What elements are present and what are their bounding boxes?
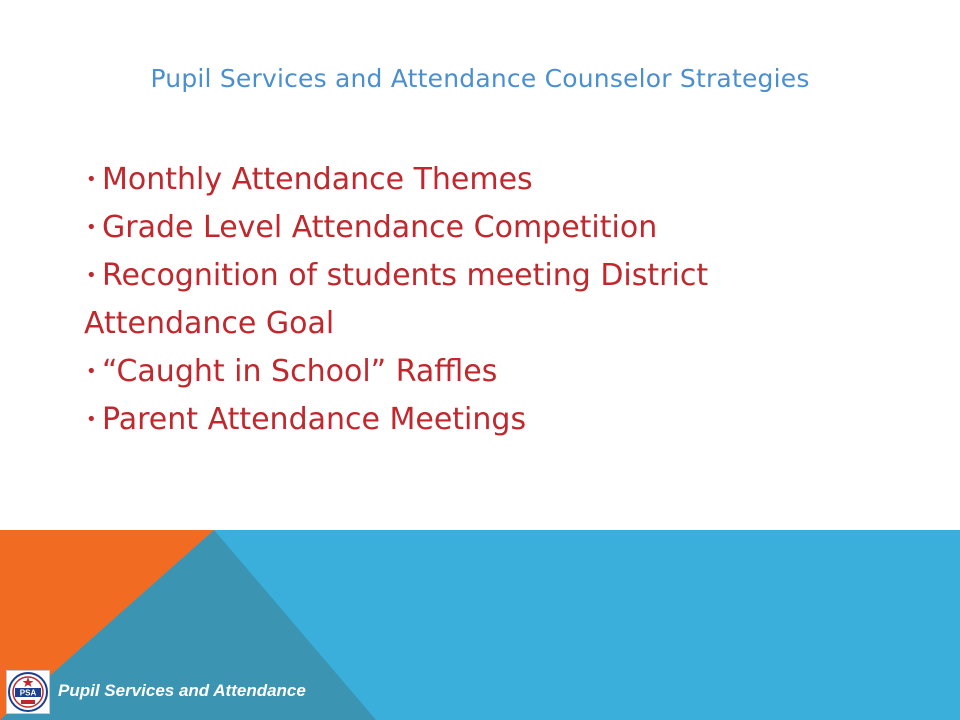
logo-text: PSA	[19, 688, 37, 698]
strategy-text: “Caught in School” Raffles	[102, 354, 498, 389]
footer-label: Pupil Services and Attendance	[58, 681, 306, 700]
psa-seal-icon	[7, 671, 49, 713]
slide-title: Pupil Services and Attendance Counselor Strategies	[150, 64, 810, 93]
bullet-icon: •	[86, 361, 97, 382]
strategy-item	[84, 396, 904, 444]
bullet-icon: •	[86, 169, 97, 190]
strategy-item	[84, 348, 904, 396]
strategy-text: Monthly Attendance Themes	[102, 162, 533, 197]
bullet-icon: •	[86, 217, 97, 238]
bullet-icon: •	[86, 265, 97, 286]
strategy-item	[84, 252, 904, 348]
strategy-item	[84, 204, 904, 252]
strategy-text-continuation: Attendance Goal	[84, 306, 335, 341]
strategy-text: Parent Attendance Meetings	[102, 402, 527, 437]
strategy-item	[84, 156, 904, 204]
psa-logo	[6, 670, 50, 714]
bullet-icon: •	[86, 409, 97, 430]
strategy-text: Recognition of students meeting District	[102, 258, 709, 293]
strategy-text: Grade Level Attendance Competition	[102, 210, 658, 245]
strategy-list	[84, 156, 904, 444]
